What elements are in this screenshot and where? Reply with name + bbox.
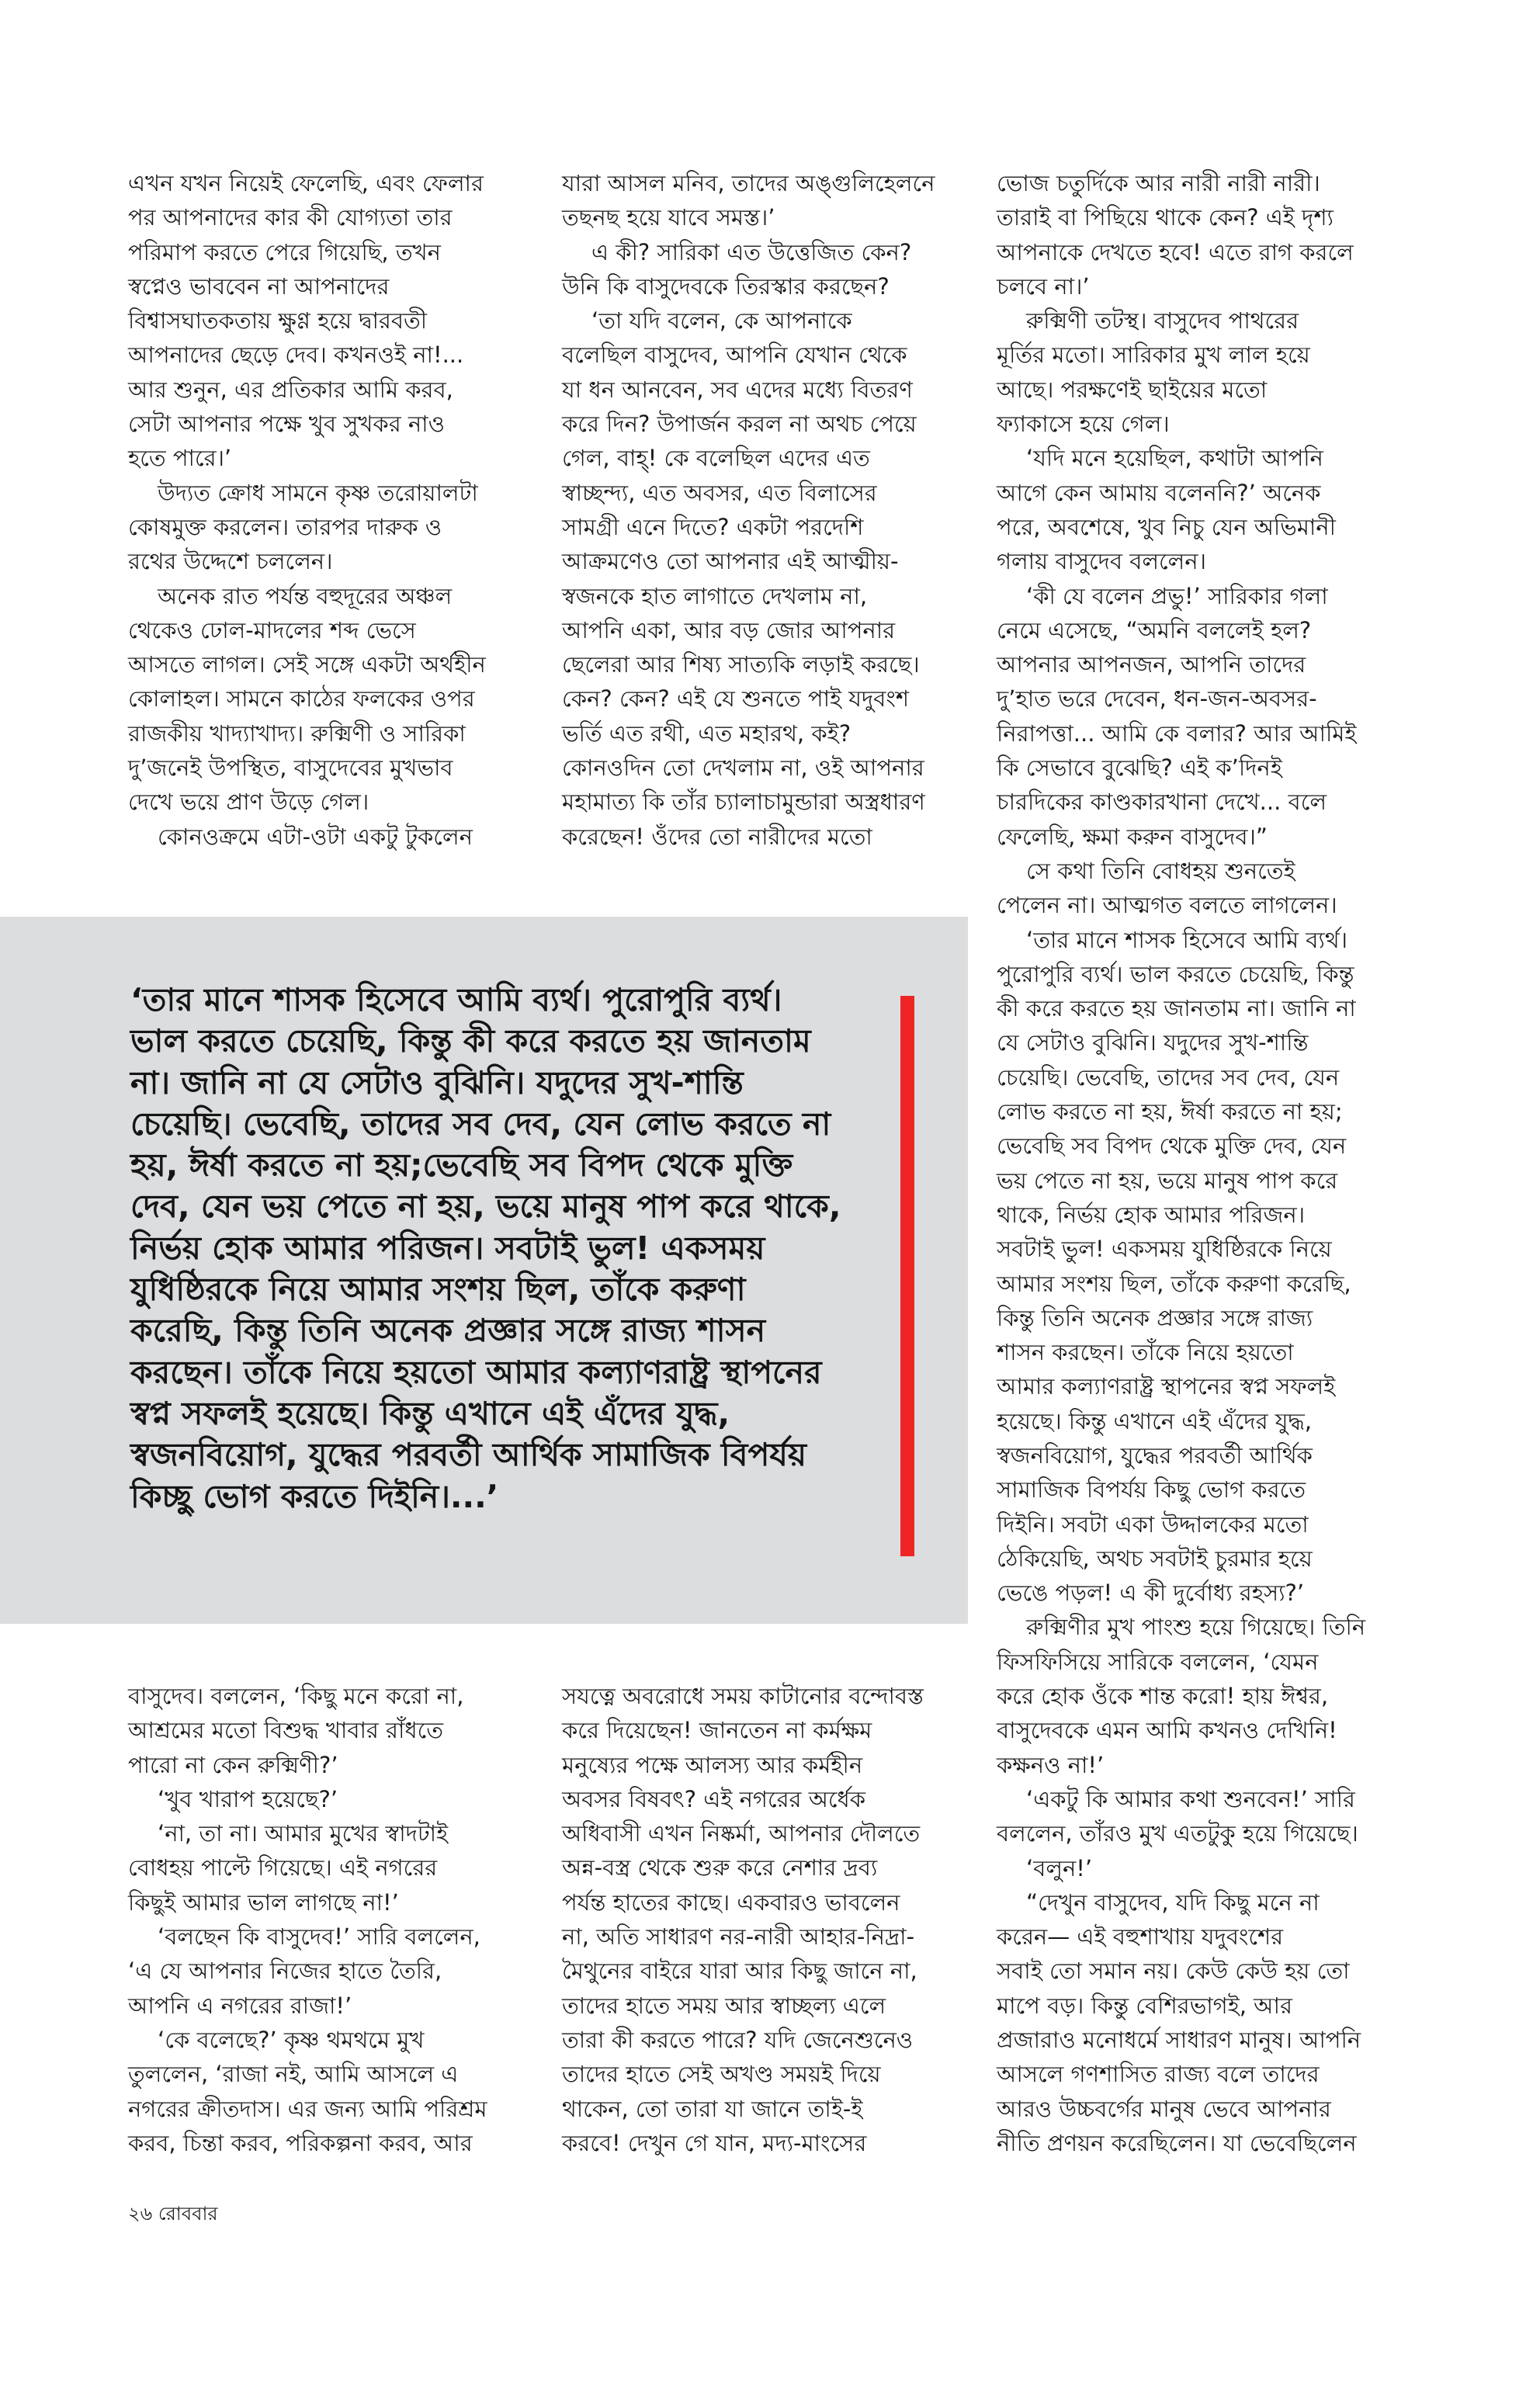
right-column <box>997 166 1400 2160</box>
text-line: ভেবেছি সব বিপদ থেকে মুক্তি দেব, যেন <box>997 1132 1347 1160</box>
text-line: হয়, ঈর্ষা করতে না হয়;ভেবেছি সব বিপদ থেকে মুক্তি <box>130 1146 793 1184</box>
text-line: কিন্তু তিনি অনেক প্রজ্ঞার সঙ্গে রাজ্য <box>997 1304 1313 1331</box>
text-line: সে কথা তিনি বোধহয় শুনতেই <box>1026 857 1295 884</box>
text-line: ফেলেছি, ক্ষমা করুন বাসুদেব।” <box>997 823 1268 850</box>
text-line: করেন— এই বহুশাখায় যদুবংশের <box>997 1923 1284 1951</box>
text-line: হয়েছে। কিন্তু এখানে এই এঁদের যুদ্ধ, <box>997 1407 1312 1434</box>
text-line: কিচ্ছু ভোগ করতে দিইনি।...’ <box>130 1477 499 1515</box>
text-line: ‘কে বলেছে?’ কৃষ্ণ থমথমে মুখ <box>158 2026 425 2053</box>
text-line: নেমে এসেছে, “অমনি বললেই হল? <box>997 616 1312 643</box>
text-line: আমার সংশয় ছিল, তাঁকে করুণা করেছি, <box>997 1270 1351 1297</box>
text-line: চেয়েছি। ভেবেছি, তাদের সব দেব, যেন <box>997 1063 1340 1091</box>
text-line: শাসন করছেন। তাঁকে নিয়ে হয়তো <box>997 1339 1294 1366</box>
text-line: ভয় পেতে না হয়, ভয়ে মানুষ পাপ করে <box>997 1167 1338 1194</box>
text-line: করেছেন! ওঁদের তো নারীদের মতো <box>562 823 872 850</box>
text-line: মৈথুনের বাইরে যারা আর কিছু জানে না, <box>562 1958 917 1985</box>
text-line: তাদের হাতে সময় আর স্বাচ্ছল্য এলে <box>562 1992 886 2019</box>
text-line: করেছি, কিন্তু তিনি অনেক প্রজ্ঞার সঙ্গে রাজ্য শাসন <box>130 1312 766 1350</box>
text-line: আপনি এ নগরের রাজা!’ <box>128 1992 352 2019</box>
text-line: যা ধন আনবেন, সব এদের মধ্যে বিতরণ <box>562 376 913 403</box>
text-line: স্বাচ্ছন্দ্য, এত অবসর, এত বিলাসের <box>562 479 877 506</box>
text-line: ‘তার মানে শাসক হিসেবে আমি ব্যর্থ। <box>1026 926 1348 953</box>
text-line: উদ্যত ক্রোধ সামনে কৃষ্ণ তরোয়ালটা <box>158 479 478 506</box>
bottom-column-1 <box>128 1679 532 2160</box>
text-line: সামগ্রী এনে দিতে? একটা পরদেশি <box>562 513 864 540</box>
text-line: কি সেভাবে বুঝেছি? এই ক’দিনই <box>997 754 1282 782</box>
text-line: মাপে বড়। কিন্তু বেশিরভাগই, আর <box>997 1992 1292 2019</box>
text-line: ‘এ যে আপনার নিজের হাতে তৈরি, <box>128 1958 442 1985</box>
text-line: স্বপ্ন সফলই হয়েছে। কিন্তু এখানে এই এঁদের যুদ্ধ, <box>130 1394 730 1432</box>
text-line: বাসুদেব। বললেন, ‘কিছু মনে করো না, <box>128 1683 464 1709</box>
text-line: স্বজনবিয়োগ, যুদ্ধের পরবর্তী আর্থিক সামাজিক বিপর্যয় <box>130 1436 807 1474</box>
text-line: বোধহয় পাল্টে গিয়েছে। এই নগরের <box>128 1854 438 1881</box>
text-line: ফ্যাকাসে হয়ে গেল। <box>997 411 1170 438</box>
text-line: সবটাই ভুল! একসময় যুধিষ্ঠিরকে নিয়ে <box>997 1236 1332 1263</box>
text-line: আপনি একা, আর বড় জোর আপনার <box>562 616 896 643</box>
text-line: হতে পারে।’ <box>128 445 232 472</box>
text-line: না, অতি সাধারণ নর-নারী আহার-নিদ্রা- <box>562 1923 915 1951</box>
text-line: ছেলেরা আর শিষ্য সাত্যকি লড়াই করছে। <box>562 651 920 678</box>
text-line: ‘কী যে বলেন প্রভু!’ সারিকার গলা <box>1026 582 1328 609</box>
text-line: অধিবাসী এখন নিষ্কর্মা, আপনার দৌলতে <box>562 1820 921 1847</box>
text-line: পেলেন না। আত্মগত বলতে লাগলেন। <box>997 892 1337 919</box>
text-line: আপনাদের ছেড়ে দেব। কখনওই না!... <box>128 342 464 369</box>
text-line: পারো না কেন রুক্মিণী?’ <box>128 1751 338 1778</box>
text-line: করছেন। তাঁকে নিয়ে হয়তো আমার কল্যাণরাষ্ট্র স্থাপনের <box>130 1353 822 1391</box>
text-line: পরিমাপ করতে পেরে গিয়েছি, তখন <box>128 238 441 265</box>
pull-quote-accent-bar <box>900 996 914 1556</box>
text-line: কেন? কেন? এই যে শুনতে পাই যদুবংশ <box>562 685 910 713</box>
text-line: নগরের ক্রীতদাস। এর জন্য আমি পরিশ্রম <box>128 2095 487 2122</box>
text-line: স্বজনবিয়োগ, যুদ্ধের পরবর্তী আর্থিক <box>997 1441 1313 1469</box>
text-line: অবসর বিষবৎ? এই নগরের অর্ধেক <box>562 1785 866 1812</box>
text-line: কক্ষনও না!’ <box>997 1751 1105 1778</box>
text-line: ভেঙে পড়ল! এ কী দুর্বোধ্য রহস্য?’ <box>997 1580 1305 1607</box>
text-line: যে সেটাও বুঝিনি। যদুদের সুখ-শান্তি <box>997 1029 1309 1056</box>
text-line: দেখে ভয়ে প্রাণ উড়ে গেল। <box>128 789 369 816</box>
text-line: আসলে গণশাসিত রাজ্য বলে তাদের <box>997 2061 1320 2088</box>
text-line: ‘খুব খারাপ হয়েছে?’ <box>158 1785 338 1812</box>
text-line: আর শুনুন, এর প্রতিকার আমি করব, <box>128 376 453 403</box>
text-line: প্রজারাও মনোধর্মে সাধারণ মানুষ। আপনি <box>997 2027 1361 2054</box>
text-line: ‘তার মানে শাসক হিসেবে আমি ব্যর্থ। পুরোপুরি ব্যর্থ। <box>130 981 782 1018</box>
text-line: লোভ করতে না হয়, ঈর্ষা করতে না হয়; <box>997 1098 1343 1125</box>
text-line: আক্রমণেও তো আপনার এই আত্মীয়- <box>562 548 899 575</box>
text-line: চারদিকের কাণ্ডকারখানা দেখে... বলে <box>997 789 1327 816</box>
text-line: বিশ্বাসঘাতকতায় ক্ষুণ্ণ হয়ে দ্বারবতী <box>128 307 428 335</box>
text-line: অন্ন-বস্ত্র থেকে শুরু করে নেশার দ্রব্য <box>562 1854 878 1881</box>
text-line: কোলাহল। সামনে কাঠের ফলকের ওপর <box>128 685 475 713</box>
text-line: পর্যন্ত হাতের কাছে। একবারও ভাবলেন <box>562 1888 900 1916</box>
text-line: থাকে, নির্ভয় হোক আমার পরিজন। <box>997 1201 1306 1228</box>
text-line: ‘না, তা না। আমার মুখের স্বাদটাই <box>158 1820 449 1847</box>
text-line: সামাজিক বিপর্যয় কিছু ভোগ করতে <box>997 1476 1306 1503</box>
text-line: কোনওদিন তো দেখলাম না, ওই আপনার <box>562 754 924 782</box>
text-line: নীতি প্রণয়ন করেছিলেন। যা ভেবেছিলেন <box>997 2129 1357 2156</box>
text-line: তারা কী করতে পারে? যদি জেনেশুনেও <box>562 2026 914 2053</box>
text-line: বলেছিল বাসুদেব, আপনি যেখান থেকে <box>562 342 907 369</box>
text-line: থেকেও ঢোল-মাদলের শব্দ ভেসে <box>128 616 416 643</box>
text-line: ‘বলছেন কি বাসুদেব!’ সারি বললেন, <box>158 1923 480 1951</box>
page-footer: ২৬ রোববার <box>128 2203 218 2225</box>
text-line: রাজকীয় খাদ্যাখাদ্য। রুক্মিণী ও সারিকা <box>128 720 466 747</box>
text-line: গলায় বাসুদেব বললেন। <box>997 548 1206 575</box>
text-line: তছনছ হয়ে যাবে সমস্ত।’ <box>562 204 775 231</box>
text-line: আরও উচ্চবর্গের মানুষ ভেবে আপনার <box>997 2095 1331 2122</box>
text-line: ‘একটু কি আমার কথা শুনবেন!’ সারি <box>1026 1785 1355 1812</box>
text-line: ভোজ চতুর্দিকে আর নারী নারী নারী। <box>997 170 1320 196</box>
text-line: পর আপনাদের কার কী যোগ্যতা তার <box>128 204 453 231</box>
text-line: ভর্তি এত রথী, এত মহারথ, কই? <box>562 720 852 747</box>
text-line: রুক্মিণীর মুখ পাংশু হয়ে গিয়েছে। তিনি <box>1026 1614 1366 1641</box>
text-line: না। জানি না যে সেটাও বুঝিনি। যদুদের সুখ-শান্তি <box>130 1063 744 1101</box>
text-line: রথের উদ্দেশে চললেন। <box>128 548 333 575</box>
text-line: সযত্নে অবরোধে সময় কাটানোর বন্দোবস্ত <box>562 1683 924 1709</box>
text-line: মনুষ্যের পক্ষে আলস্য আর কর্মহীন <box>562 1751 863 1778</box>
text-line: বাসুদেবকে এমন আমি কখনও দেখিনি! <box>997 1717 1337 1744</box>
text-line: থাকেন, তো তারা যা জানে তাই-ই <box>562 2095 863 2122</box>
text-line: করব, চিন্তা করব, পরিকল্পনা করব, আর <box>128 2129 473 2156</box>
text-line: পরে, অবশেষে, খুব নিচু যেন অভিমানী <box>997 513 1336 540</box>
text-line: করে দিন? উপার্জন করল না অথচ পেয়ে <box>562 411 917 438</box>
text-line: চলবে না।’ <box>997 272 1090 300</box>
text-line: নিরাপত্তা... আমি কে বলার? আর আমিই <box>997 720 1357 747</box>
text-line: ঠেকিয়েছি, অথচ সবটাই চুরমার হয়ে <box>997 1545 1313 1572</box>
text-line: দু’হাত ভরে দেবেন, ধন-জন-অবসর- <box>997 685 1317 713</box>
text-line: দেব, যেন ভয় পেতে না হয়, ভয়ে মানুষ পাপ করে থাকে, <box>130 1188 841 1226</box>
text-line: ফিসফিসিয়ে সারিকে বললেন, ‘যেমন <box>997 1648 1319 1675</box>
text-line: যুধিষ্ঠিরকে নিয়ে আমার সংশয় ছিল, তাঁকে করুণা <box>130 1271 746 1309</box>
text-line: তারাই বা পিছিয়ে থাকে কেন? এই দৃশ্য <box>997 204 1334 231</box>
text-line: উনি কি বাসুদেবকে তিরস্কার করছেন? <box>562 272 890 300</box>
text-line: গেল, বাহ্! কে বলেছিল এদের এত <box>562 445 870 472</box>
text-line: দিইনি। সবটা একা উদ্দালকের মতো <box>997 1510 1309 1538</box>
text-line: যারা আসল মনিব, তাদের অঙ্গুলিহেলনে <box>562 170 935 196</box>
text-line: করবে! দেখুন গে যান, মদ্য-মাংসের <box>562 2129 867 2156</box>
text-line: আমার কল্যাণরাষ্ট্র স্থাপনের স্বপ্ন সফলই <box>997 1373 1336 1400</box>
text-line: সবাই তো সমান নয়। কেউ কেউ হয় তো <box>997 1958 1350 1985</box>
pull-quote-text <box>130 980 841 1517</box>
text-line: সেটা আপনার পক্ষে খুব সুখকর নাও <box>128 411 445 438</box>
text-line: ভাল করতে চেয়েছি, কিন্তু কী করে করতে হয় জানতাম <box>130 1022 811 1060</box>
text-line: এ কী? সারিকা এত উত্তেজিত কেন? <box>591 238 912 265</box>
text-line: অনেক রাত পর্যন্ত বহুদূরের অঞ্চল <box>158 582 453 609</box>
text-line: কী করে করতে হয় জানতাম না। জানি না <box>997 995 1356 1022</box>
text-line: “দেখুন বাসুদেব, যদি কিছু মনে না <box>1026 1888 1320 1916</box>
text-line: নির্ভয় হোক আমার পরিজন। সবটাই ভুল! একসময় <box>130 1229 765 1267</box>
text-line: আপনাকে দেখতে হবে! এতে রাগ করলে <box>997 238 1354 265</box>
text-line: চেয়েছি। ভেবেছি, তাদের সব দেব, যেন লোভ করতে না <box>130 1105 831 1143</box>
text-line: মূর্তির মতো। সারিকার মুখ লাল হয়ে <box>997 342 1310 369</box>
text-line: আপনার আপনজন, আপনি তাদের <box>997 651 1306 678</box>
text-line: কিছুই আমার ভাল লাগছে না!’ <box>128 1888 399 1916</box>
text-line: আগে কেন আমায় বলেননি?’ অনেক <box>997 479 1321 506</box>
text-line: করে দিয়েছেন! জানতেন না কর্মক্ষম <box>562 1717 872 1744</box>
bottom-column-2 <box>562 1679 966 2160</box>
text-line: বললেন, তাঁরও মুখ এতটুকু হয়ে গিয়েছে। <box>997 1820 1358 1847</box>
text-line: আসতে লাগল। সেই সঙ্গে একটা অর্থহীন <box>128 651 486 678</box>
top-column-1 <box>128 166 532 854</box>
text-line: আশ্রমের মতো বিশুদ্ধ খাবার রাঁধতে <box>128 1717 444 1744</box>
top-column-2 <box>562 166 966 854</box>
text-line: আছে। পরক্ষণেই ছাইয়ের মতো <box>997 376 1268 403</box>
text-line: ‘বলুন!’ <box>1026 1854 1093 1881</box>
text-line: তুললেন, ‘রাজা নই, আমি আসলে এ <box>128 2061 459 2088</box>
text-line: স্বপ্নেও ভাববেন না আপনাদের <box>128 272 390 300</box>
text-line: এখন যখন নিয়েই ফেলেছি, এবং ফেলার <box>128 170 484 196</box>
text-line: পুরোপুরি ব্যর্থ। ভাল করতে চেয়েছি, কিন্তু <box>997 960 1354 987</box>
text-line: কোনওক্রমে এটা-ওটা একটু টুকলেন <box>158 823 473 850</box>
text-line: ‘তা যদি বলেন, কে আপনাকে <box>591 307 852 335</box>
text-line: তাদের হাতে সেই অখণ্ড সময়ই দিয়ে <box>562 2061 881 2088</box>
text-line: স্বজনকে হাত লাগাতে দেখলাম না, <box>562 582 868 609</box>
text-line: কোষমুক্ত করলেন। তারপর দারুক ও <box>128 513 442 540</box>
text-line: ‘যদি মনে হয়েছিল, কথাটা আপনি <box>1026 445 1323 472</box>
text-line: মহামাত্য কি তাঁর চ্যালাচামুন্ডারা অস্ত্রধারণ <box>562 789 925 816</box>
text-line: দু’জনেই উপস্থিত, বাসুদেবের মুখভাব <box>128 754 453 782</box>
text-line: রুক্মিণী তটস্থ। বাসুদেব পাথরের <box>1026 307 1299 335</box>
text-line: করে হোক ওঁকে শান্ত করো! হায় ঈশ্বর, <box>997 1683 1329 1710</box>
